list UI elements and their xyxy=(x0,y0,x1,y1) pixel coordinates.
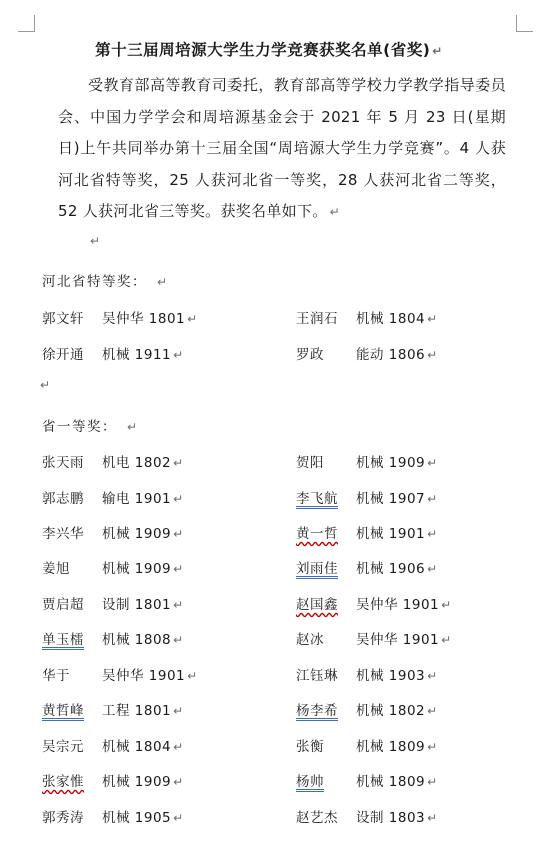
paragraph-mark-icon: ↵ xyxy=(427,740,438,754)
paragraph-mark-icon: ↵ xyxy=(427,312,438,326)
winner-name: 黄哲峰 xyxy=(42,703,84,719)
crop-mark-top-right xyxy=(516,15,533,32)
winner-class: 吴仲华 1901 xyxy=(102,668,186,684)
paragraph-mark-icon: ↵ xyxy=(173,492,184,506)
list-item xyxy=(42,806,184,826)
winner-name: 华于 xyxy=(42,668,70,684)
winner-class: 吴仲华 1901 xyxy=(356,597,440,613)
list-item xyxy=(296,699,438,719)
list-item xyxy=(296,451,438,471)
winner-name: 单玉檑 xyxy=(42,632,84,648)
paragraph-mark-icon: ↵ xyxy=(427,669,438,683)
section-heading-text: 河北省特等奖： xyxy=(42,274,147,290)
list-item xyxy=(42,699,184,719)
empty-paragraph-mark-icon: ↵ xyxy=(40,378,51,392)
paragraph-mark-icon: ↵ xyxy=(441,633,452,647)
winner-name: 刘雨佳 xyxy=(296,561,338,577)
paragraph-mark-icon: ↵ xyxy=(187,669,198,683)
winner-name: 李兴华 xyxy=(42,526,84,542)
section-heading xyxy=(42,270,169,290)
winner-class: 机械 1804 xyxy=(102,739,172,755)
winner-name: 张家惟 xyxy=(42,774,84,790)
paragraph-mark-icon: ↵ xyxy=(441,598,452,612)
winner-name: 罗政 xyxy=(296,347,324,363)
section-heading-text: 省一等奖： xyxy=(42,419,117,435)
list-item xyxy=(296,557,438,577)
crop-mark-top-left xyxy=(18,15,35,32)
winner-name: 黄一哲 xyxy=(296,526,338,542)
winner-name: 贺阳 xyxy=(296,455,324,471)
paragraph-mark-icon: ↵ xyxy=(173,598,184,612)
paragraph-mark-icon: ↵ xyxy=(329,205,340,219)
winner-name: 郭文轩 xyxy=(42,311,84,327)
paragraph-mark-icon: ↵ xyxy=(427,492,438,506)
list-item xyxy=(296,735,438,755)
winner-name: 江钰琳 xyxy=(296,668,338,684)
list-item xyxy=(42,307,198,327)
list-item xyxy=(42,487,184,507)
list-item xyxy=(42,522,184,542)
paragraph-mark-icon: ↵ xyxy=(173,348,184,362)
winner-class: 机械 1911 xyxy=(102,347,172,363)
list-item xyxy=(42,451,184,471)
winner-class: 机械 1909 xyxy=(356,455,426,471)
paragraph-mark-icon: ↵ xyxy=(427,348,438,362)
winner-class: 机械 1809 xyxy=(356,774,426,790)
paragraph-mark-icon: ↵ xyxy=(173,811,184,825)
list-item xyxy=(42,557,184,577)
paragraph-mark-icon: ↵ xyxy=(173,562,184,576)
paragraph-mark-icon: ↵ xyxy=(427,775,438,789)
winner-class: 工程 1801 xyxy=(102,703,172,719)
paragraph-mark-icon: ↵ xyxy=(157,275,169,289)
list-item xyxy=(296,343,438,363)
winner-name: 姜旭 xyxy=(42,561,70,577)
list-item xyxy=(42,770,184,790)
winner-name: 杨帅 xyxy=(296,774,324,790)
winner-class: 机械 1905 xyxy=(102,810,172,826)
winner-class: 机械 1901 xyxy=(356,526,426,542)
paragraph-mark-icon: ↵ xyxy=(173,456,184,470)
winner-class: 机械 1909 xyxy=(102,526,172,542)
winner-class: 机械 1808 xyxy=(102,632,172,648)
winner-class: 机械 1903 xyxy=(356,668,426,684)
list-item xyxy=(296,806,438,826)
paragraph-mark-icon: ↵ xyxy=(173,633,184,647)
winner-class: 机械 1804 xyxy=(356,311,426,327)
winner-name: 张天雨 xyxy=(42,455,84,471)
paragraph-mark-icon: ↵ xyxy=(427,704,438,718)
winner-class: 机电 1802 xyxy=(102,455,172,471)
paragraph-mark-icon: ↵ xyxy=(173,740,184,754)
winner-class: 吴仲华 1901 xyxy=(356,632,440,648)
list-item xyxy=(42,593,184,613)
winner-name: 郭志鹏 xyxy=(42,491,84,507)
intro-paragraph xyxy=(58,70,506,229)
winner-name: 赵冰 xyxy=(296,632,324,648)
list-item xyxy=(42,343,184,363)
intro-text: 受教育部高等教育司委托，教育部高等学校力学教学指导委员会、中国力学学会和周培源基金会于 2021 年 5 月 23 日(星期日)上午共同举办第十三届全国“周培源大学生力学竞赛”。4 人获河北省特等奖，25 人获河北省一等奖，28 人获河北省二等奖，52 人获河北省三等奖。获奖名单如下。 xyxy=(58,76,506,220)
list-item xyxy=(296,522,438,542)
paragraph-mark-icon: ↵ xyxy=(187,312,198,326)
list-item xyxy=(296,628,452,648)
winner-name: 张衡 xyxy=(296,739,324,755)
winner-class: 吴仲华 1801 xyxy=(102,311,186,327)
winner-class: 机械 1802 xyxy=(356,703,426,719)
paragraph-mark-icon: ↵ xyxy=(427,456,438,470)
winner-class: 输电 1901 xyxy=(102,491,172,507)
title-text: 第十三届周培源大学生力学竞赛获奖名单(省奖) xyxy=(95,41,431,59)
document-title xyxy=(0,38,538,60)
winner-name: 赵艺杰 xyxy=(296,810,338,826)
paragraph-mark-icon: ↵ xyxy=(173,775,184,789)
winner-name: 郭秀涛 xyxy=(42,810,84,826)
winner-name: 王润石 xyxy=(296,311,338,327)
winner-class: 机械 1907 xyxy=(356,491,426,507)
list-item xyxy=(296,307,438,327)
list-item xyxy=(42,664,198,684)
list-item xyxy=(296,593,452,613)
winner-name: 吴宗元 xyxy=(42,739,84,755)
list-item xyxy=(296,664,438,684)
winner-name: 徐开通 xyxy=(42,347,84,363)
paragraph-mark-icon: ↵ xyxy=(173,704,184,718)
winner-class: 能动 1806 xyxy=(356,347,426,363)
list-item xyxy=(42,735,184,755)
list-item xyxy=(296,487,438,507)
winner-name: 贾启超 xyxy=(42,597,84,613)
winner-class: 机械 1906 xyxy=(356,561,426,577)
section-heading xyxy=(42,415,139,435)
winner-name: 杨李希 xyxy=(296,703,338,719)
winner-class: 机械 1909 xyxy=(102,774,172,790)
paragraph-mark-icon: ↵ xyxy=(127,420,139,434)
paragraph-mark-icon: ↵ xyxy=(427,811,438,825)
winner-class: 机械 1909 xyxy=(102,561,172,577)
list-item xyxy=(42,628,184,648)
empty-paragraph-mark-icon: ↵ xyxy=(90,234,101,248)
winner-class: 设制 1801 xyxy=(102,597,172,613)
winner-class: 机械 1809 xyxy=(356,739,426,755)
paragraph-mark-icon: ↵ xyxy=(432,44,443,58)
paragraph-mark-icon: ↵ xyxy=(173,527,184,541)
winner-name: 赵国鑫 xyxy=(296,597,338,613)
list-item xyxy=(296,770,438,790)
winner-class: 设制 1803 xyxy=(356,810,426,826)
winner-name: 李飞航 xyxy=(296,491,338,507)
paragraph-mark-icon: ↵ xyxy=(427,562,438,576)
paragraph-mark-icon: ↵ xyxy=(427,527,438,541)
